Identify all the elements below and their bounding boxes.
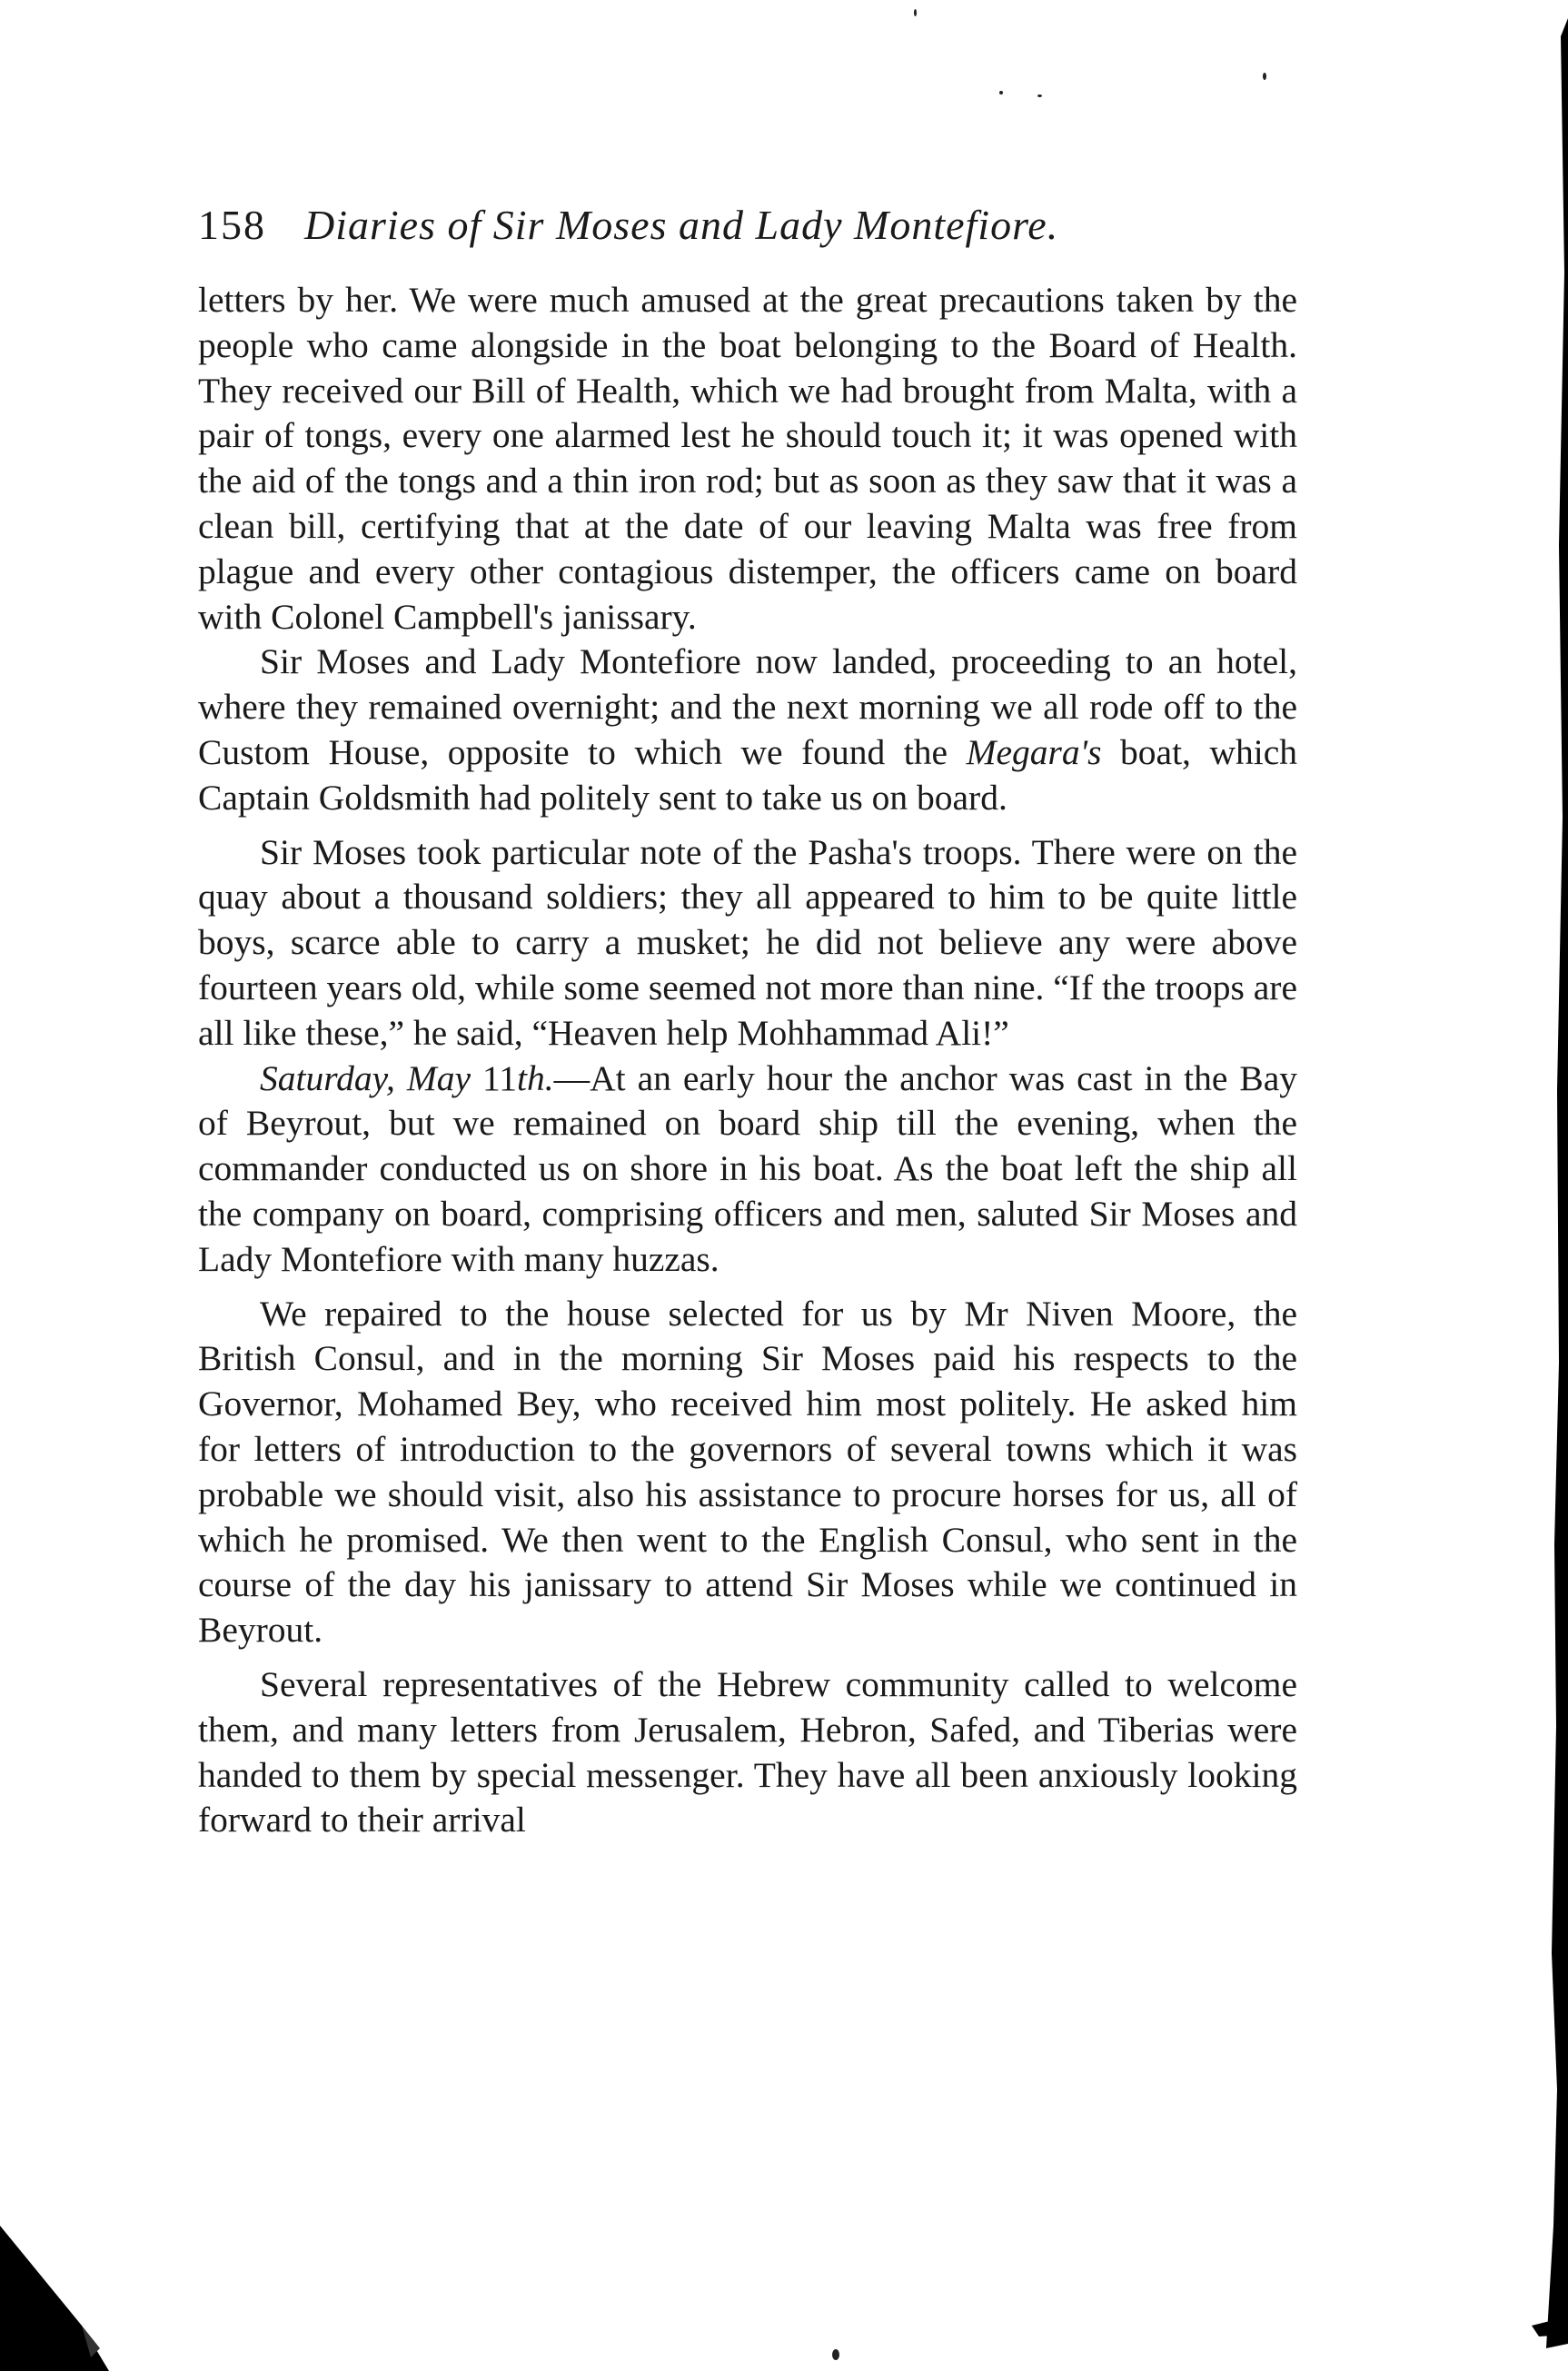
diary-day-suffix: th. — [517, 1057, 554, 1098]
paragraph-2-text-b: boat, which Captain Goldsmith had politely sent to take us on board. — [198, 731, 1297, 818]
paragraph-1: letters by her. We were much amused at the great precautions taken by the people who came alongside in the boat belonging to the Board of Health. They received our Bill of Health, which we had brought from Malta, with a pair of tongs, every one alarmed lest he should touch it; it was opened with the aid of the tongs and a thin iron rod; but as soon as they saw that it was a clean bill, certifying that at the date of our leaving Malta was free from plague and every other contagious distemper, the officers came on board with Colonel Campbell's janissary. — [198, 280, 1297, 637]
page-number: 158 — [198, 202, 266, 248]
scan-speck — [832, 2349, 839, 2360]
scan-speck — [1263, 73, 1266, 80]
scan-speck — [999, 91, 1003, 94]
body-text — [198, 278, 1297, 1843]
paragraph-2 — [198, 640, 1297, 820]
paragraph-3: Sir Moses took particular note of the Pasha's troops. There were on the quay about a thousand soldiers; they all appeared to him to be quite little boys, scarce able to carry a musket; he did not believe any were above fourteen years old, while some seemed not more than nine. “If the troops are all like these,” he said, “Heaven help Mohhammad Ali!” — [198, 831, 1297, 1053]
running-title: Diaries of Sir Moses and Lady Montefiore. — [304, 202, 1059, 248]
page-header — [198, 198, 1288, 253]
scan-speck — [914, 9, 917, 16]
diary-day-number: 11 — [481, 1057, 518, 1098]
scan-shadow-bottom-left — [0, 2189, 127, 2371]
paragraph-6: Several representatives of the Hebrew community called to welcome them, and many letters from Jerusalem, Hebron, Safed, and Tiberias were handed to them by special messenger. They have all been anxiously looking forward to their arrival — [198, 1663, 1297, 1840]
paragraph-4-text: —At an early hour the anchor was cast in the Bay of Beyrout, but we remained on board ship till the evening, when the commander conducted us on shore in his boat. As the boat left the ship all the company on board, comprising officers and men, saluted Sir Moses and Lady Montefiore with many huzzas. — [198, 1057, 1298, 1279]
scan-speck — [1037, 94, 1042, 97]
ship-name: Megara's — [966, 731, 1102, 772]
diary-date: Saturday, May — [260, 1057, 471, 1098]
paragraph-5: We repaired to the house selected for us by Mr Niven Moore, the British Consul, and in the morning Sir Moses paid his respects to the Governor, Mohamed Bey, who received him most politely. He asked him for letters of introduction to the governors of several towns which it was probable we should visit, also his assistance to procure horses for us, all of which he promised. We then went to the English Consul, who sent in the course of the day his janissary to attend Sir Moses while we continued in Beyrout. — [198, 1293, 1297, 1651]
paragraph-4 — [198, 1057, 1297, 1283]
paragraph-2-text-a: Sir Moses and Lady Montefiore now landed, proceeding to an hotel, where they remained overnight; and the next morning we all rode off to the Custom House, opposite to which we found the — [198, 641, 1297, 772]
scan-shadow-right-edge — [1513, 0, 1568, 2371]
